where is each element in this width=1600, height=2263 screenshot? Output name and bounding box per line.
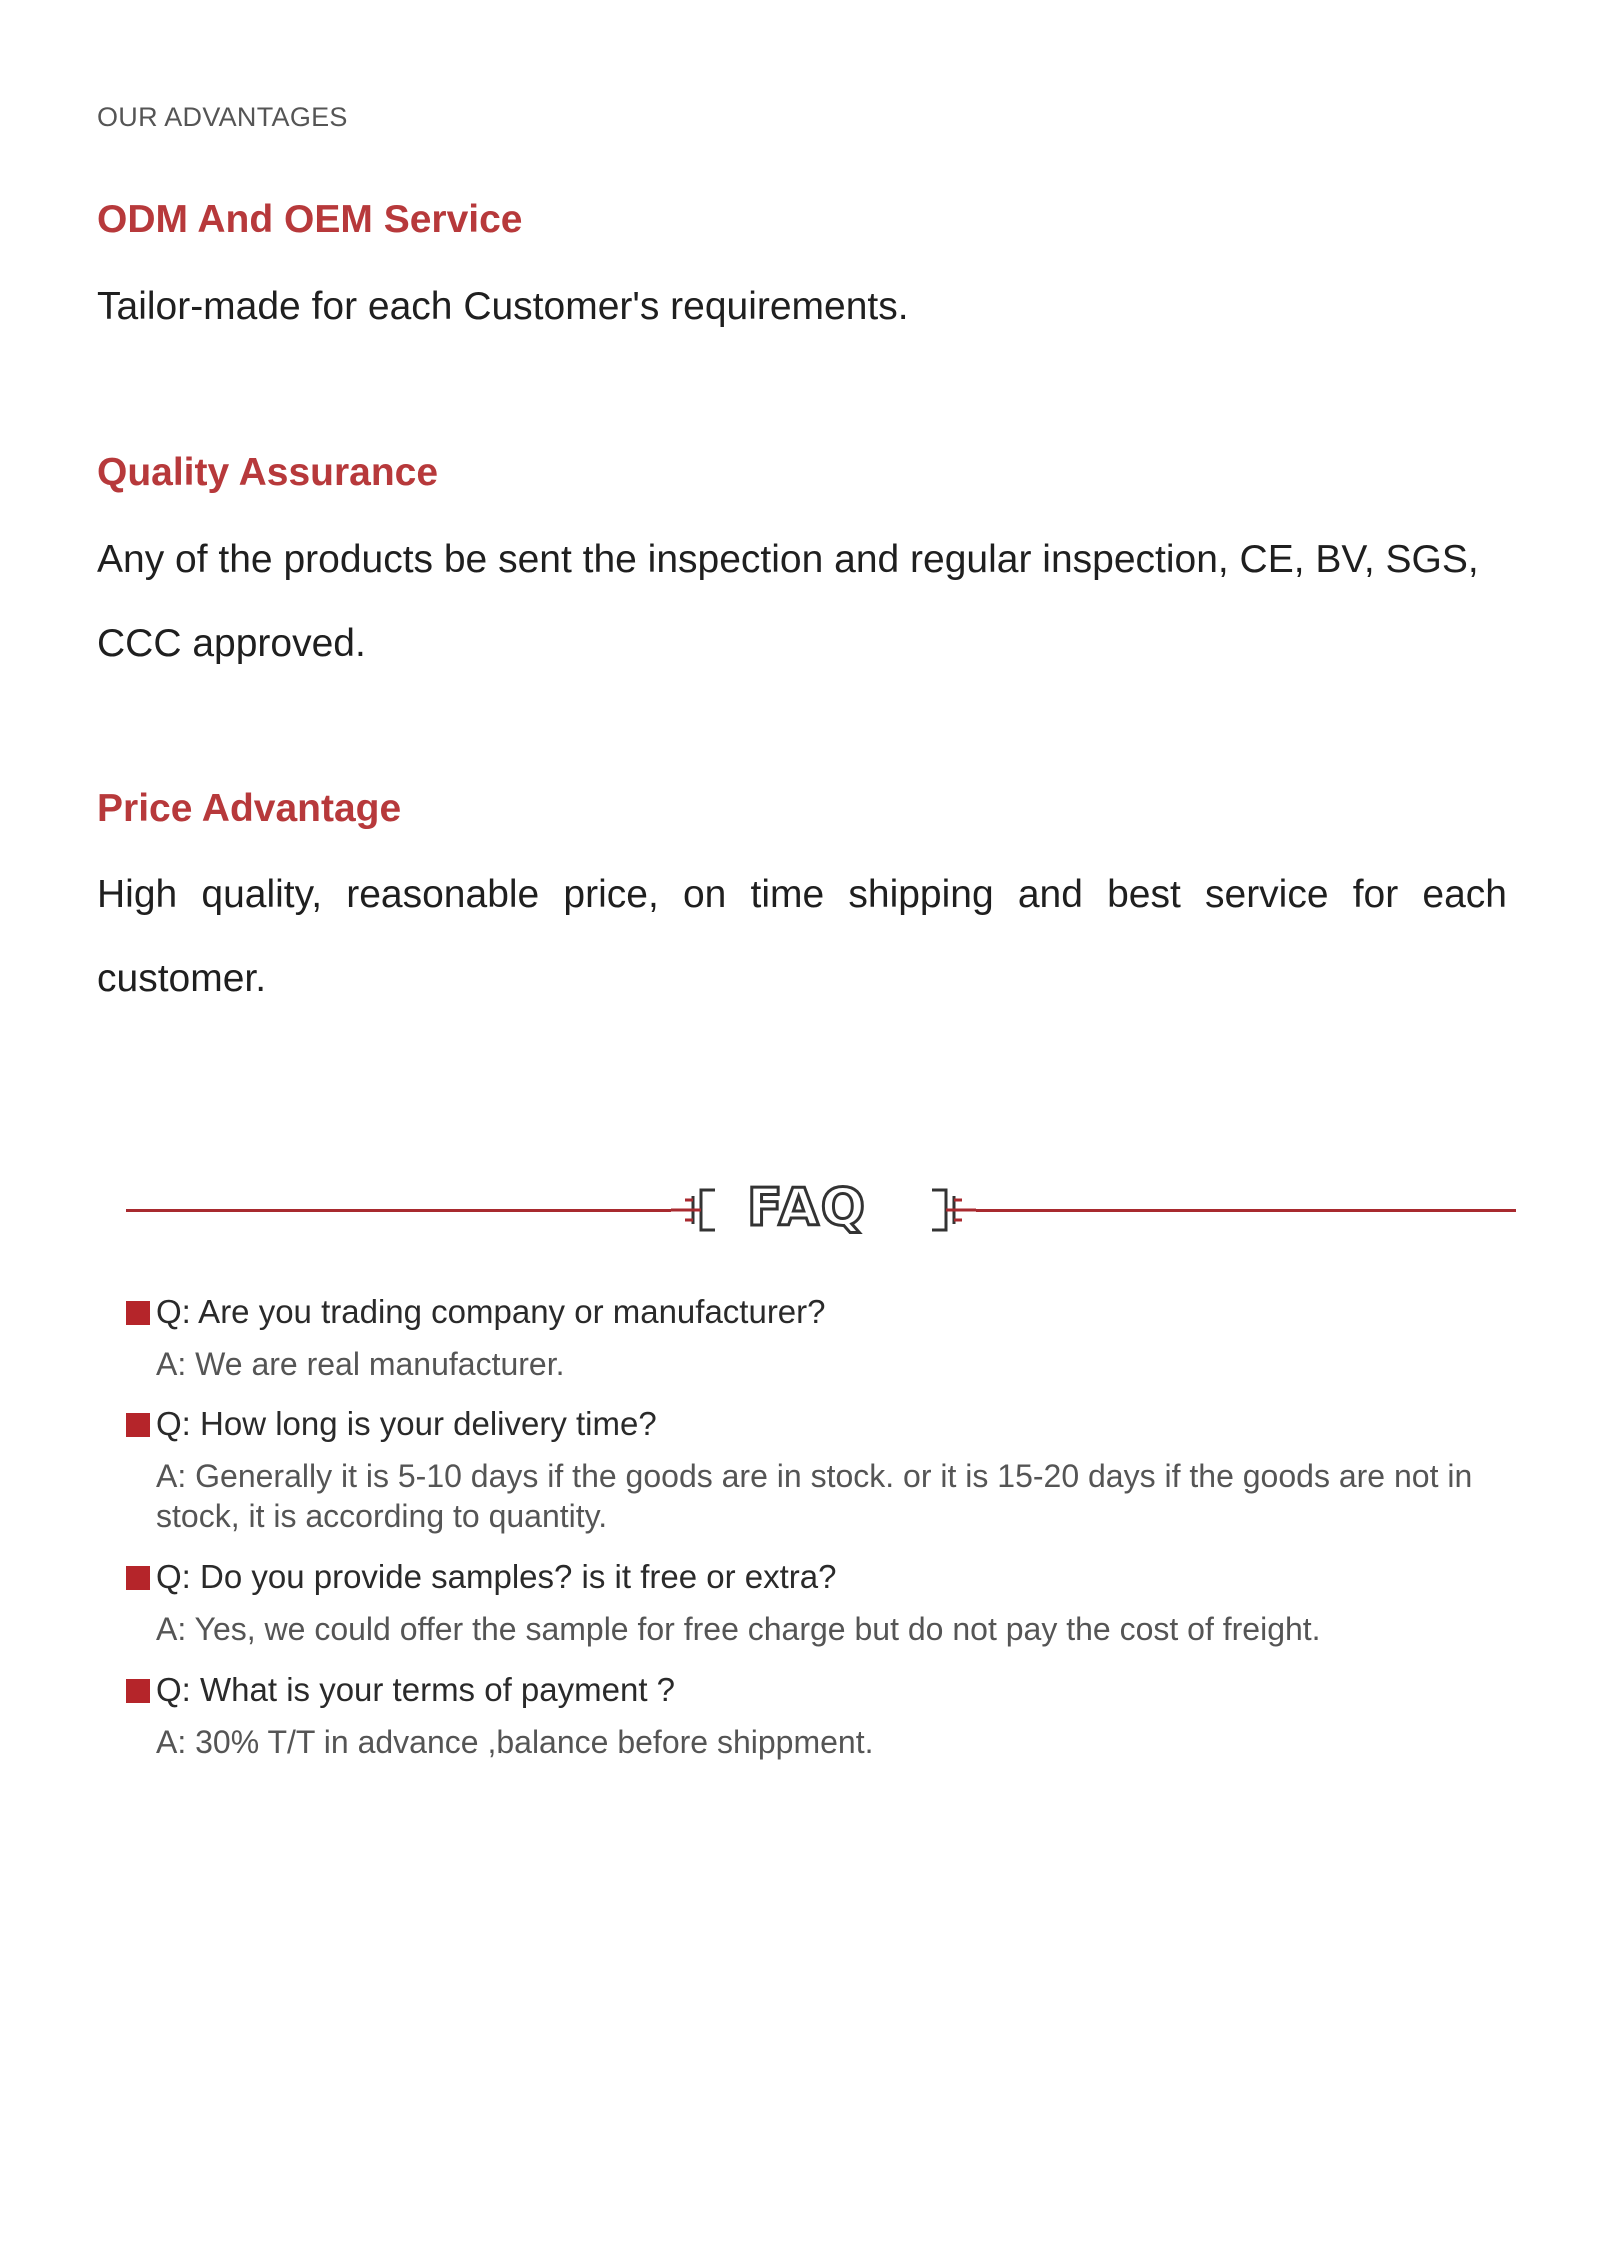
faq-bracket-right-icon bbox=[916, 1170, 976, 1250]
advantage-text-quality: Any of the products be sent the inspection and regular inspection, CE, BV, SGS, CCC approved. bbox=[97, 538, 1479, 665]
faq-item bbox=[126, 1404, 1526, 1536]
advantage-title-quality: Quality Assurance bbox=[97, 451, 439, 494]
section-label: OUR ADVANTAGES bbox=[97, 102, 348, 132]
faq-answer: A: Generally it is 5-10 days if the goods are in stock. or it is 15-20 days if the goods are not in stock, it is according to quantity. bbox=[156, 1458, 1473, 1534]
faq-item bbox=[126, 1292, 1526, 1384]
square-bullet-icon bbox=[126, 1566, 150, 1590]
faq-question-text: Q: What is your terms of payment ? bbox=[156, 1671, 676, 1708]
advantage-text-price: High quality, reasonable price, on time shipping and best service for each customer. bbox=[97, 873, 1507, 1000]
faq-item bbox=[126, 1557, 1526, 1649]
faq-answer: A: 30% T/T in advance ,balance before shippment. bbox=[156, 1724, 874, 1760]
faq-item bbox=[126, 1670, 1526, 1762]
faq-question bbox=[126, 1292, 1526, 1332]
advantage-title-odm-oem: ODM And OEM Service bbox=[97, 198, 523, 241]
faq-divider-right bbox=[976, 1209, 1516, 1212]
faq-question bbox=[126, 1670, 1526, 1710]
faq-heading: FAQ bbox=[747, 1178, 868, 1238]
faq-question bbox=[126, 1404, 1526, 1444]
faq-bracket-left-icon bbox=[671, 1170, 731, 1250]
advantage-text-odm-oem: Tailor-made for each Customer's requirements. bbox=[97, 285, 909, 328]
advantage-title-price: Price Advantage bbox=[97, 787, 402, 830]
faq-answer: A: We are real manufacturer. bbox=[156, 1346, 565, 1382]
faq-question-text: Q: Do you provide samples? is it free or extra? bbox=[156, 1558, 837, 1595]
square-bullet-icon bbox=[126, 1679, 150, 1703]
faq-header bbox=[126, 1170, 1516, 1250]
faq-divider-left bbox=[126, 1209, 671, 1212]
square-bullet-icon bbox=[126, 1301, 150, 1325]
square-bullet-icon bbox=[126, 1413, 150, 1437]
faq-answer: A: Yes, we could offer the sample for free charge but do not pay the cost of freight. bbox=[156, 1611, 1321, 1647]
faq-question-text: Q: Are you trading company or manufacturer? bbox=[156, 1293, 826, 1330]
faq-question bbox=[126, 1557, 1526, 1597]
faq-question-text: Q: How long is your delivery time? bbox=[156, 1405, 657, 1442]
